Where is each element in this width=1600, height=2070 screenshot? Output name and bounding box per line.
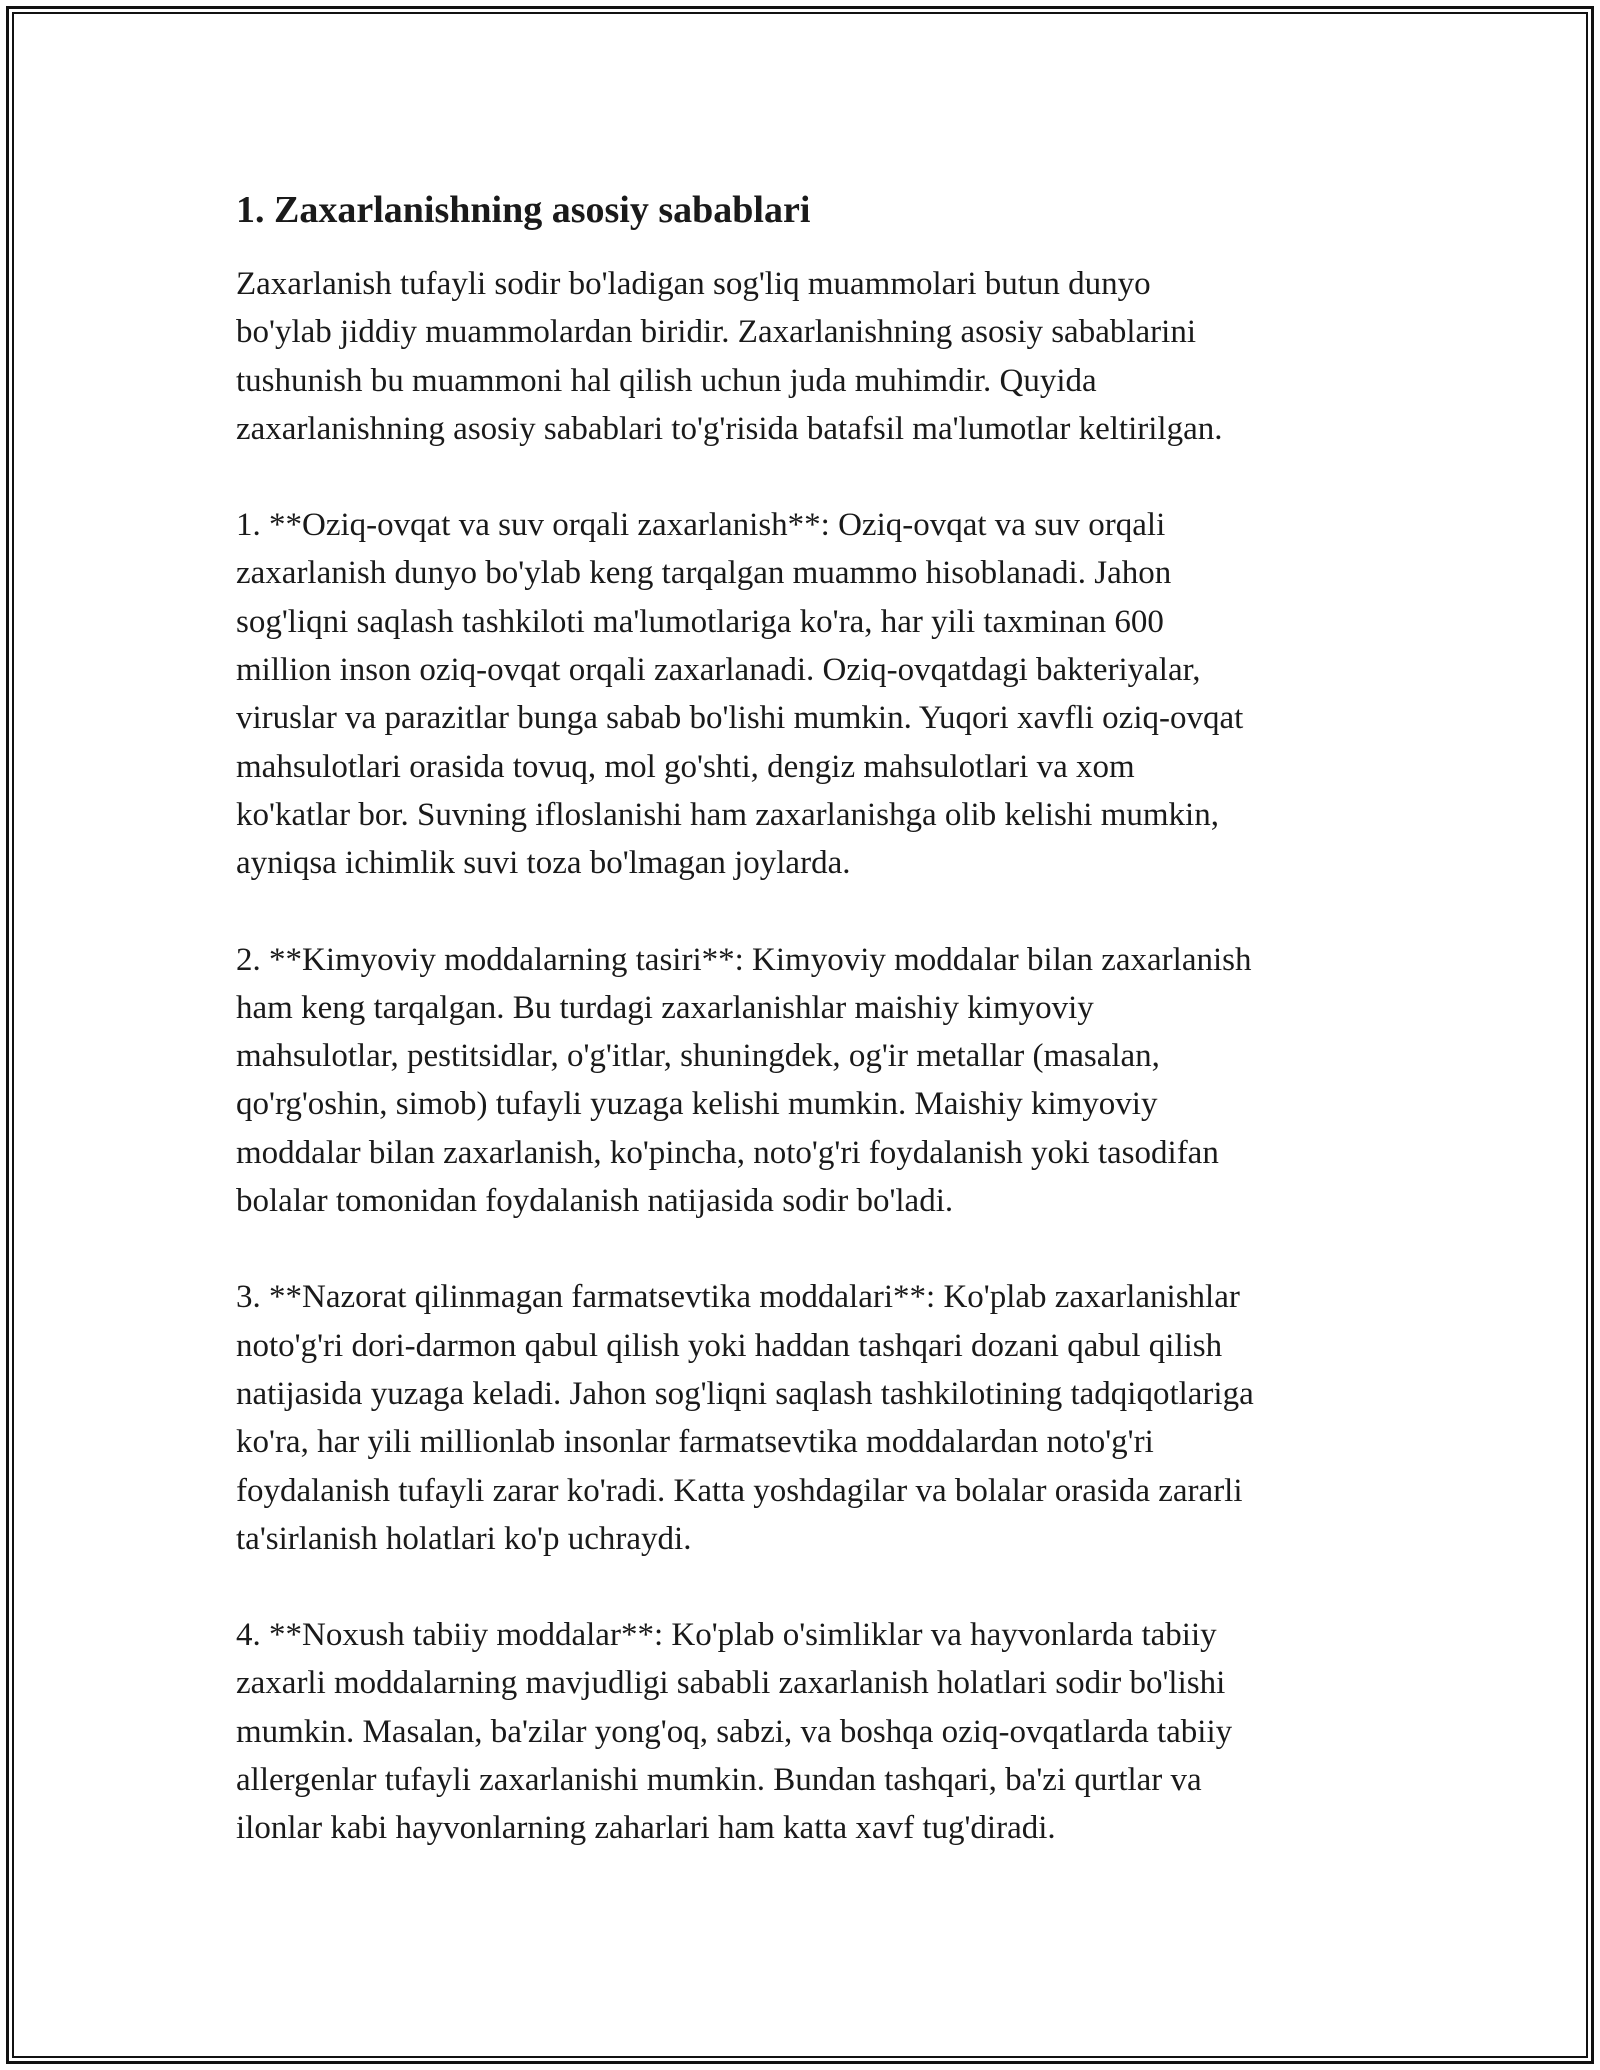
text-line: bo'ylab jiddiy muammolardan biridir. Zaxarlanishning asosiy sabablarini [236,314,1196,351]
text-line: 1. **Oziq-ovqat va suv orqali zaxarlanish**: Oziq-ovqat va suv orqali [236,507,1166,544]
text-line: Zaxarlanish tufayli sodir bo'ladigan sog'liq muammolari butun dunyo [236,266,1151,302]
text-line: zaxarli moddalarning mavjudligi sababli zaxarlanish holatlari sodir bo'lishi [236,1665,1226,1702]
text-line: ayniqsa ichimlik suvi toza bo'lmagan joylarda. [236,845,851,882]
text-line: moddalar bilan zaxarlanish, ko'pincha, noto'g'ri foydalanish yoki tasodifan [236,1134,1219,1171]
text-line: zaxarlanish dunyo bo'ylab keng tarqalgan muammo hisoblanadi. Jahon [236,555,1172,592]
text-line: 2. **Kimyoviy moddalarning tasiri**: Kimyoviy moddalar bilan zaxarlanish [236,941,1252,978]
text-line: mumkin. Masalan, ba'zilar yong'oq, sabzi, va boshqa oziq-ovqatlarda tabiiy [236,1713,1233,1750]
paragraph-natural-substances [236,1611,1376,1852]
text-line: zaxarlanishning asosiy sabablari to'g'risida batafsil ma'lumotlar keltirilgan. [236,410,1223,447]
text-line: foydalanish tufayli zarar ko'radi. Katta yoshdagilar va bolalar orasida zararli [236,1472,1243,1509]
section-heading: 1. Zaxarlanishning asosiy sabablari [236,189,811,231]
text-line: ilonlar kabi hayvonlarning zaharlari ham katta xavf tug'diradi. [236,1810,1056,1847]
text-line: mahsulotlar, pestitsidlar, o'g'itlar, shuningdek, og'ir metallar (masalan, [236,1038,1160,1075]
text-line: 4. **Noxush tabiiy moddalar**: Ko'plab o'simliklar va hayvonlarda tabiiy [236,1617,1217,1654]
text-line: ham keng tarqalgan. Bu turdagi zaxarlanishlar maishiy kimyoviy [236,989,1094,1026]
text-line: viruslar va parazitlar bunga sabab bo'lishi mumkin. Yuqori xavfli oziq-ovqat [236,700,1244,737]
text-line: 3. **Nazorat qilinmagan farmatsevtika moddalari**: Ko'plab zaxarlanishlar [236,1279,1240,1316]
paragraph-intro [236,260,1376,453]
text-line: natijasida yuzaga keladi. Jahon sog'liqni saqlash tashkilotining tadqiqotlariga [236,1375,1254,1412]
text-line: sog'liqni saqlash tashkiloti ma'lumotlariga ko'ra, har yili taxminan 600 [236,603,1164,640]
text-line: ko'ra, har yili millionlab insonlar farmatsevtika moddalardan noto'g'ri [236,1424,1154,1461]
text-line: allergenlar tufayli zaxarlanishi mumkin. Bundan tashqari, ba'zi qurtlar va [236,1762,1202,1799]
text-line: million inson oziq-ovqat orqali zaxarlanadi. Oziq-ovqatdagi bakteriyalar, [236,652,1201,689]
paragraph-pharmaceuticals [236,1273,1376,1563]
document-body [236,186,1376,1901]
paragraph-food-water [236,501,1376,887]
text-line: tushunish bu muammoni hal qilish uchun juda muhimdir. Quyida [236,362,1097,399]
text-line: ko'katlar bor. Suvning ifloslanishi ham zaxarlanishga olib kelishi mumkin, [236,796,1219,833]
text-line: mahsulotlari orasida tovuq, mol go'shti, dengiz mahsulotlari va xom [236,748,1135,785]
text-line: qo'rg'oshin, simob) tufayli yuzaga kelishi mumkin. Maishiy kimyoviy [236,1086,1158,1123]
text-line: noto'g'ri dori-darmon qabul qilish yoki haddan tashqari dozani qabul qilish [236,1327,1223,1364]
paragraph-chemicals [236,936,1376,1226]
text-line: bolalar tomonidan foydalanish natijasida sodir bo'ladi. [236,1183,954,1220]
text-line: ta'sirlanish holatlari ko'p uchraydi. [236,1520,692,1557]
